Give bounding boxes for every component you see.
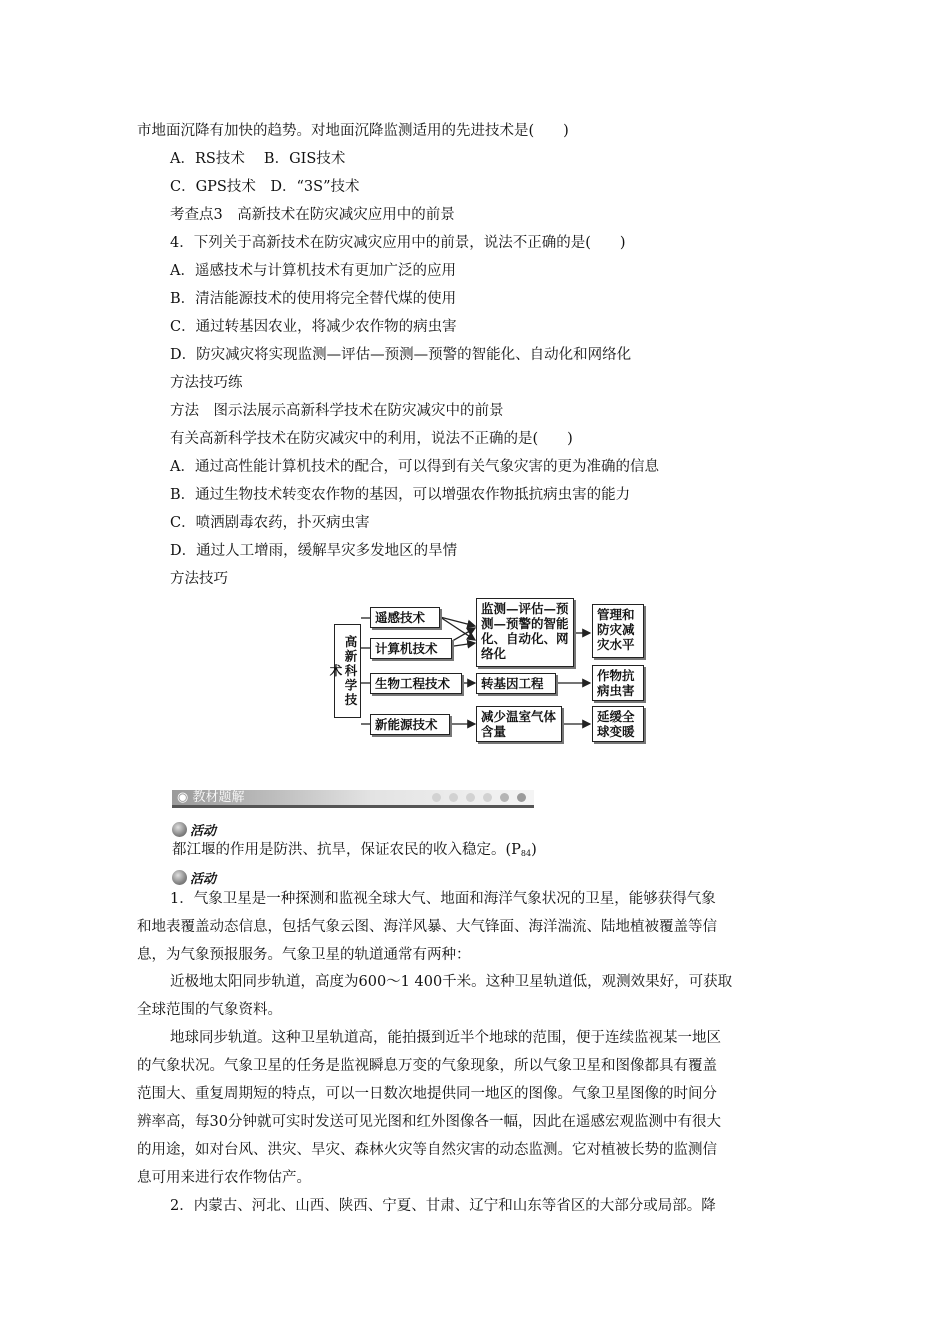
- pest-resistance-box: 作物抗病虫害: [592, 665, 644, 701]
- method-option-c: C．喷洒剧毒农药，扑灭病虫害: [170, 515, 370, 531]
- monitoring-box: 监测—评估—预测—预警的智能化、自动化、网络化: [476, 598, 574, 667]
- paragraph-3-line-5: 的用途，如对台风、洪灾、旱灾、森林火灾等自然灾害的动态监测。它对植被长势的监测信: [137, 1142, 717, 1158]
- dot-icon: [500, 793, 509, 802]
- paragraph-3-line-6: 息可用来进行农作物估产。: [137, 1170, 311, 1186]
- reduce-greenhouse-box: 减少温室气体含量: [476, 706, 562, 742]
- method-tips-heading: 方法技巧: [170, 571, 228, 587]
- activity-icon: [172, 822, 187, 837]
- banner-dots: [424, 793, 526, 812]
- dot-icon: [517, 793, 526, 802]
- paragraph-3-line-3: 范围大、重复周期短的特点，可以一日数次地提供同一地区的图像。气象卫星图像的时间分: [137, 1086, 717, 1102]
- paragraph-1-line-1: 1．气象卫星是一种探测和监视全球大气、地面和海洋气象状况的卫星，能够获得气象: [170, 891, 716, 907]
- management-level-box: 管理和防灾减灾水平: [592, 604, 644, 658]
- activity-label: 活动: [190, 872, 217, 887]
- banner-title: 教材题解: [192, 790, 245, 805]
- new-energy-box: 新能源技术: [370, 714, 450, 735]
- method-option-a: A．通过高性能计算机技术的配合，可以得到有关气象灾害的更为准确的信息: [170, 459, 659, 475]
- question-continuation: 市地面沉降有加快的趋势。对地面沉降监测适用的先进技术是( ): [137, 123, 569, 139]
- paragraph-2-line-1: 近极地太阳同步轨道，高度为600～1 400千米。这种卫星轨道低，观测效果好，可获取: [170, 974, 733, 990]
- paragraph-3-line-4: 辨率高，每30分钟就可实时发送可见光图和红外图像各一幅，因此在遥感宏观监测中有很大: [137, 1114, 721, 1130]
- activity-label: 活动: [190, 824, 217, 839]
- question-4-option-b: B．清洁能源技术的使用将完全替代煤的使用: [170, 291, 457, 307]
- activity-icon: [172, 870, 187, 885]
- dot-icon: [466, 793, 475, 802]
- method-option-b: B．通过生物技术转变农作物的基因，可以增强农作物抵抗病虫害的能力: [170, 487, 631, 503]
- dot-icon: [432, 793, 441, 802]
- method-question: 有关高新科学技术在防灾减灾中的利用，说法不正确的是( ): [170, 431, 573, 447]
- method-option-d: D．通过人工增雨，缓解旱灾多发地区的旱情: [170, 543, 458, 559]
- banner-label: [177, 789, 245, 806]
- bioengineering-box: 生物工程技术: [370, 673, 462, 694]
- dot-icon: [483, 793, 492, 802]
- banner-bullet-icon: ◉: [177, 790, 189, 805]
- paragraph-2-line-2: 全球范围的气象资料。: [137, 1002, 282, 1018]
- root-tech-box: 高新科学技术: [334, 624, 361, 718]
- paragraph-1-line-2: 和地表覆盖动态信息，包括气象云图、海洋风暴、大气锋面、海洋湍流、陆地植被覆盖等信: [137, 919, 717, 935]
- paragraph-3-line-2: 的气象状况。气象卫星的任务是监视瞬息万变的气象现象，所以气象卫星和图像都具有覆盖: [137, 1058, 717, 1074]
- slow-warming-box: 延缓全球变暖: [592, 706, 644, 742]
- question-4-option-d: D．防灾减灾将实现监测—评估—预测—预警的智能化、自动化和网络化: [170, 347, 632, 363]
- remote-sensing-box: 遥感技术: [370, 607, 440, 628]
- activity-1-answer: 都江堰的作用是防洪、抗旱，保证农民的收入稳定。$(P_{84})$: [172, 842, 537, 858]
- options-cd: C．GPS技术 D．“3S”技术: [170, 179, 360, 195]
- gene-engineering-box: 转基因工程: [476, 673, 556, 694]
- question-4-option-a: A．遥感技术与计算机技术有更加广泛的应用: [170, 263, 456, 279]
- options-ab: A．RS技术 B．GIS技术: [170, 151, 346, 167]
- paragraph-1-line-3: 息，为气象预报服务。气象卫星的轨道通常有两种：: [137, 947, 471, 963]
- paragraph-3-line-1: 地球同步轨道。这种卫星轨道高，能拍摄到近半个地球的范围，便于连续监视某一地区: [170, 1030, 721, 1046]
- tech-disaster-diagram: [328, 596, 650, 746]
- method-heading: 方法 图示法展示高新科学技术在防灾减灾中的前景: [170, 403, 504, 419]
- dot-icon: [449, 793, 458, 802]
- question-4: 4．下列关于高新技术在防灾减灾应用中的前景，说法不正确的是( ): [170, 235, 626, 251]
- method-practice-heading: 方法技巧练: [170, 375, 243, 391]
- textbook-answers-banner: [172, 790, 534, 808]
- paragraph-4-line-1: 2．内蒙古、河北、山西、陕西、宁夏、甘肃、辽宁和山东等省区的大部分或局部。降: [170, 1198, 716, 1214]
- exam-point-heading: 考查点3 高新技术在防灾减灾应用中的前景: [170, 207, 455, 223]
- question-4-option-c: C．通过转基因农业，将减少农作物的病虫害: [170, 319, 457, 335]
- computer-tech-box: 计算机技术: [370, 638, 452, 659]
